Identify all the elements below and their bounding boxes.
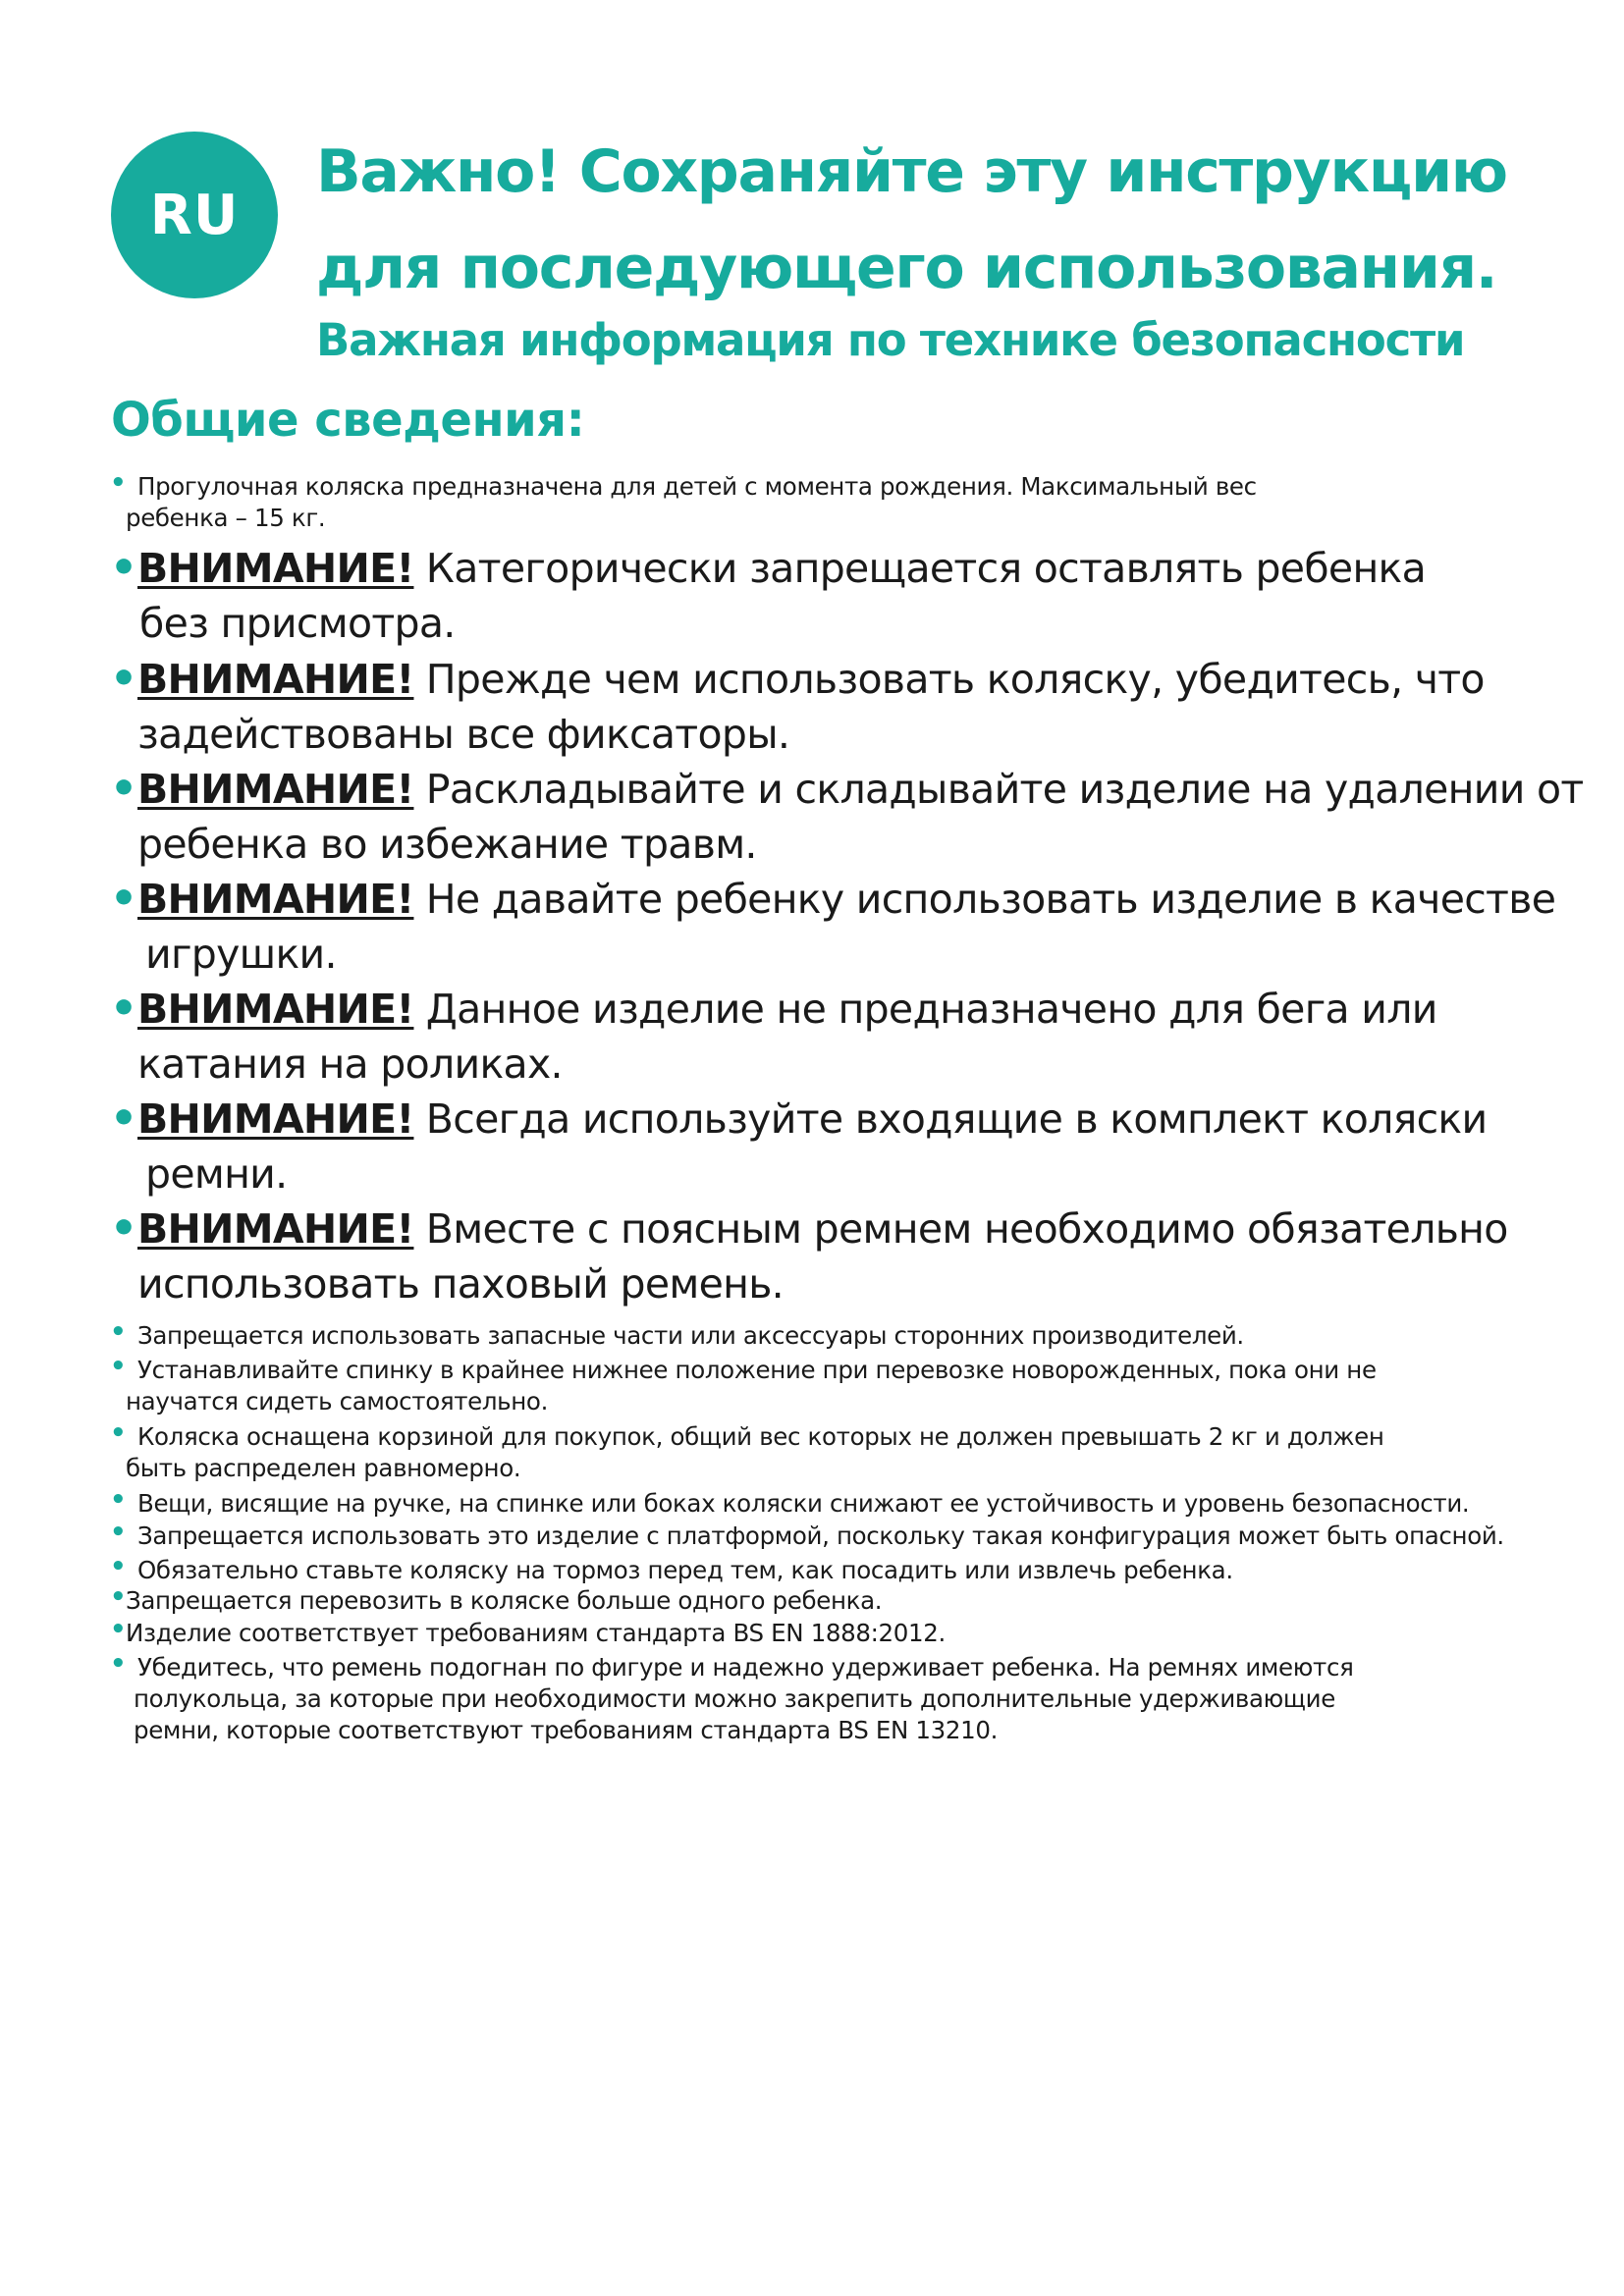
warning-text-line-2: катания на роликах. [137,1041,563,1088]
page-subtitle: Важная информация по технике безопасности [316,314,1465,366]
warning-item [110,1201,1508,1311]
list-item [110,1552,1233,1586]
warning-text-line-1: Раскладывайте и складывайте изделие на удалении от [425,766,1584,813]
warning-label: ВНИМАНИЕ! [137,545,414,592]
bullet-dot-icon: • [110,764,137,814]
bullet-dot-icon: • [110,1485,127,1515]
bullet-dot-icon: • [110,654,137,704]
language-badge: RU [111,132,278,298]
list-item [110,1317,1244,1352]
warning-label: ВНИМАНИЕ! [137,1205,414,1253]
bullet-dot-icon: • [110,1317,127,1347]
note-line-1: Устанавливайте спинку в крайнее нижнее положение при перевозке новорожденных, пока они не [137,1356,1377,1384]
warning-label: ВНИМАНИЕ! [137,876,414,923]
note-line-1: Вещи, висящие на ручке, на спинке или боках коляски снижают ее устойчивость и уровень безопасности. [137,1489,1470,1518]
warning-text-line-2: ребенка во избежание травм. [137,821,757,868]
list-item [110,1582,883,1617]
note-line-1: Обязательно ставьте коляску на тормоз перед тем, как посадить или извлечь ребенка. [137,1556,1233,1584]
note-line-1: Убедитесь, что ремень подогнан по фигуре и надежно удерживает ребенка. На ремнях имеются [137,1653,1354,1682]
note-line-1: Изделие соответствует требованиям стандарта BS EN 1888:2012. [126,1619,946,1647]
intro-line-1: Прогулочная коляска предназначена для детей с момента рождения. Максимальный вес [137,472,1257,501]
bullet-dot-icon: • [110,1582,127,1612]
note-line-2: научатся сидеть самостоятельно. [126,1387,549,1415]
bullet-dot-icon: • [110,1649,127,1679]
section-heading: Общие сведения: [111,393,585,448]
bullet-dot-icon: • [110,1615,127,1644]
warning-item [110,982,1437,1092]
list-item [110,1485,1470,1520]
warning-text-line-1: Прежде чем использовать коляску, убедитесь, что [425,656,1485,703]
list-item-intro [110,468,1257,534]
list-item [110,1649,1354,1746]
warning-text-line-1: Категорически запрещается оставлять ребенка [425,545,1427,592]
warning-label: ВНИМАНИЕ! [137,986,414,1033]
warning-label: ВНИМАНИЕ! [137,656,414,703]
warning-text-line-2: использовать паховый ремень. [137,1260,785,1308]
note-line-3: ремни, которые соответствуют требованиям стандарта BS EN 13210. [134,1716,999,1744]
bullet-dot-icon: • [110,1352,127,1381]
warning-text-line-2: без присмотра. [139,600,456,647]
bullet-dot-icon: • [110,1552,127,1581]
warning-item [110,541,1426,651]
bullet-dot-icon: • [110,984,137,1034]
note-line-2: быть распределен равномерно. [126,1454,521,1482]
warning-text-line-1: Вместе с поясным ремнем необходимо обязательно [425,1205,1508,1253]
intro-line-2: ребенка – 15 кг. [126,504,326,532]
note-line-1: Запрещается использовать это изделие с платформой, поскольку такая конфигурация может быть опасной. [137,1522,1504,1550]
warning-text-line-2: ремни. [145,1150,288,1198]
bullet-dot-icon: • [110,874,137,924]
bullet-dot-icon: • [110,1094,137,1144]
warning-text-line-2: игрушки. [145,931,337,978]
bullet-dot-icon: • [110,468,127,498]
list-item [110,1518,1504,1552]
page-title [316,124,1593,316]
warning-text-line-2: задействованы все фиксаторы. [137,711,790,758]
list-item [110,1352,1377,1417]
warning-item [110,872,1555,982]
warning-text-line-1: Всегда используйте входящие в комплект коляски [425,1095,1488,1143]
bullet-dot-icon: • [110,1418,127,1448]
title-line-2: для последующего использования. [316,234,1497,302]
bullet-dot-icon: • [110,543,137,593]
warning-item [110,652,1485,762]
warning-item [110,762,1584,872]
warning-text-line-1: Не давайте ребенку использовать изделие в качестве [425,876,1556,923]
warning-label: ВНИМАНИЕ! [137,1095,414,1143]
note-line-1: Запрещается использовать запасные части или аксессуары сторонних производителей. [137,1321,1244,1350]
warning-text-line-1: Данное изделие не предназначено для бега или [425,986,1437,1033]
note-line-1: Запрещается перевозить в коляске больше одного ребенка. [126,1586,883,1615]
title-line-1: Важно! Сохраняйте эту инструкцию [316,137,1507,206]
note-line-2: полукольца, за которые при необходимости можно закрепить дополнительные удерживающие [134,1684,1335,1713]
bullet-dot-icon: • [110,1518,127,1547]
bullet-dot-icon: • [110,1203,137,1254]
note-line-1: Коляска оснащена корзиной для покупок, общий вес которых не должен превышать 2 кг и должен [137,1422,1384,1451]
warning-label: ВНИМАНИЕ! [137,766,414,813]
warning-item [110,1092,1487,1201]
list-item [110,1615,946,1649]
list-item [110,1418,1384,1484]
